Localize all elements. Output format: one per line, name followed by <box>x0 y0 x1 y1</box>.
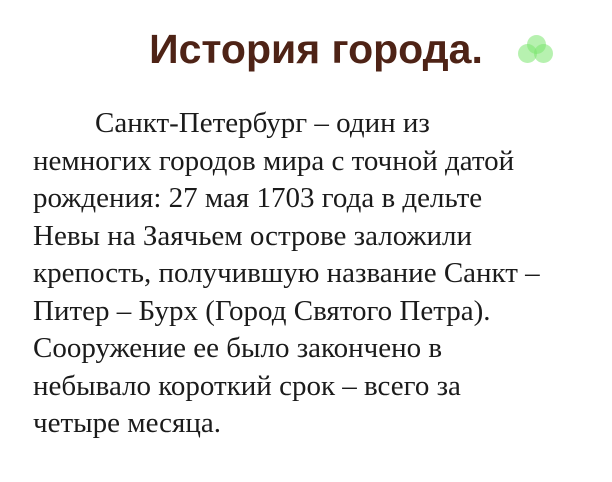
body-text <box>33 105 593 443</box>
body-line: Питер – Бурх (Город Святого Петра). <box>33 294 491 327</box>
body-line: небывало короткий срок – всего за <box>33 369 461 402</box>
body-line: четыре месяца. <box>33 407 222 439</box>
body-line: рождения: 27 мая 1703 года в дельте <box>33 182 483 214</box>
body-line: Сооружение ее было закончено в <box>33 332 443 364</box>
body-line: немногих городов мира с точной датой <box>33 144 515 177</box>
body-line: крепость, получившую название Санкт – <box>33 257 540 289</box>
slide-title: История города. <box>149 26 483 72</box>
clover-icon <box>518 33 554 65</box>
body-line: Невы на Заячьем острове заложили <box>33 219 473 252</box>
clover-circle-right <box>534 44 553 63</box>
body-line: Санкт-Петербург – один из <box>95 107 430 139</box>
